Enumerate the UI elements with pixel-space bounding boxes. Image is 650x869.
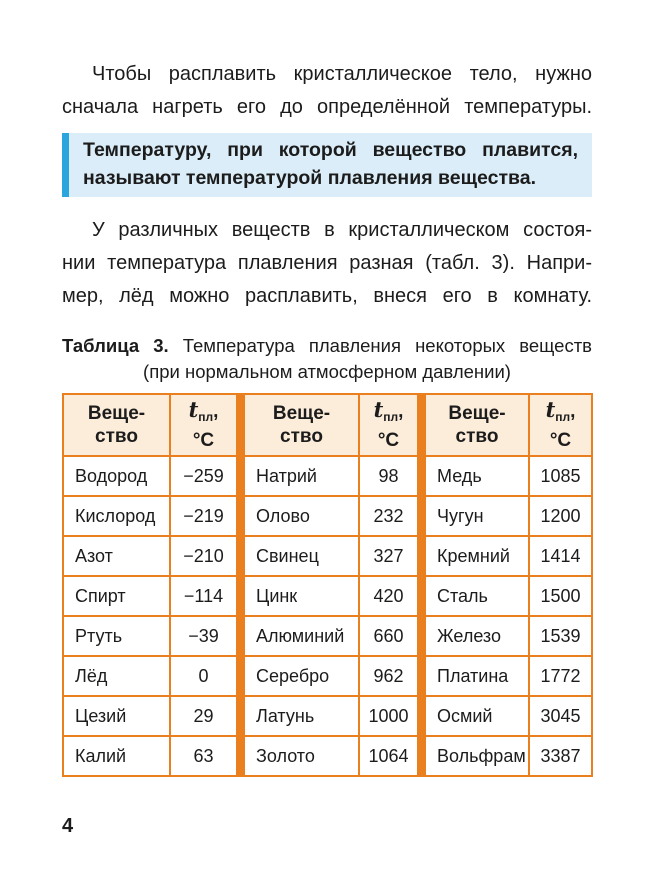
temp-cell: 1500 bbox=[529, 576, 592, 616]
paragraph-examples-line: нии температура плавления разная (табл. 3). Напри- bbox=[62, 252, 592, 274]
substance-header: Веще- ство bbox=[425, 394, 529, 456]
table-row bbox=[425, 616, 592, 656]
temp-cell: 0 bbox=[170, 656, 237, 696]
substance-cell: Медь bbox=[425, 456, 529, 496]
melting-table-group-2 bbox=[243, 393, 419, 777]
melting-table-group-1 bbox=[62, 393, 238, 777]
table-header-row bbox=[244, 394, 418, 456]
table-caption bbox=[62, 333, 592, 385]
table-row bbox=[63, 656, 237, 696]
temp-unit: °C bbox=[549, 430, 572, 451]
t-symbol: t bbox=[373, 397, 384, 422]
table-header-row bbox=[63, 394, 237, 456]
table-row bbox=[244, 536, 418, 576]
temp-cell: −114 bbox=[170, 576, 237, 616]
temp-cell: −210 bbox=[170, 536, 237, 576]
melting-table-group-3 bbox=[424, 393, 593, 777]
table-row bbox=[244, 616, 418, 656]
temp-unit: °C bbox=[377, 430, 400, 451]
substance-cell: Алюминий bbox=[244, 616, 359, 656]
substance-cell: Цинк bbox=[244, 576, 359, 616]
substance-cell: Кислород bbox=[63, 496, 170, 536]
definition-line: Температуру, при которой вещество плавится, bbox=[83, 139, 578, 161]
table-row bbox=[244, 696, 418, 736]
substance-cell: Латунь bbox=[244, 696, 359, 736]
temp-header: $t_{пл}$, °C bbox=[529, 394, 592, 456]
substance-cell: Чугун bbox=[425, 496, 529, 536]
temp-cell: 1772 bbox=[529, 656, 592, 696]
table-row bbox=[244, 576, 418, 616]
table-row bbox=[244, 496, 418, 536]
temp-cell: 3045 bbox=[529, 696, 592, 736]
definition-line: называют температурой плавления вещества. bbox=[83, 167, 536, 189]
temp-cell: 962 bbox=[359, 656, 418, 696]
table-row bbox=[425, 496, 592, 536]
temp-cell: 1085 bbox=[529, 456, 592, 496]
table-row bbox=[425, 576, 592, 616]
temp-cell: 660 bbox=[359, 616, 418, 656]
t-symbol: t bbox=[188, 397, 199, 422]
paragraph-intro-line: Чтобы расплавить кристаллическое тело, нужно bbox=[92, 63, 592, 85]
table-row bbox=[244, 736, 418, 776]
temp-cell: −39 bbox=[170, 616, 237, 656]
t-subscript: пл bbox=[383, 410, 399, 424]
substance-cell: Цезий bbox=[63, 696, 170, 736]
temp-header: $t_{пл}$, °C bbox=[359, 394, 418, 456]
temp-header: $t_{пл}$, °C bbox=[170, 394, 237, 456]
temp-cell: 1064 bbox=[359, 736, 418, 776]
temp-cell: 327 bbox=[359, 536, 418, 576]
substance-cell: Ртуть bbox=[63, 616, 170, 656]
table-row bbox=[63, 696, 237, 736]
substance-cell: Лёд bbox=[63, 656, 170, 696]
table-caption-label: Таблица 3. bbox=[62, 335, 169, 356]
substance-cell: Сталь bbox=[425, 576, 529, 616]
temp-cell: 420 bbox=[359, 576, 418, 616]
temp-cell: 63 bbox=[170, 736, 237, 776]
temp-cell: 98 bbox=[359, 456, 418, 496]
paragraph-examples-line: У различных веществ в кристаллическом состоя- bbox=[92, 219, 592, 241]
t-subscript: пл bbox=[198, 410, 214, 424]
temp-cell: 232 bbox=[359, 496, 418, 536]
table-row bbox=[425, 656, 592, 696]
substance-cell: Осмий bbox=[425, 696, 529, 736]
t-symbol: t bbox=[545, 397, 556, 422]
page-number: 4 bbox=[62, 815, 74, 837]
substance-cell: Азот bbox=[63, 536, 170, 576]
temp-cell: −219 bbox=[170, 496, 237, 536]
table-caption-subtitle: (при нормальном атмосферном давлении) bbox=[143, 361, 511, 382]
table-row bbox=[63, 536, 237, 576]
table-row bbox=[244, 456, 418, 496]
temp-cell: 1539 bbox=[529, 616, 592, 656]
table-row bbox=[425, 736, 592, 776]
temp-cell: 1000 bbox=[359, 696, 418, 736]
substance-cell: Кремний bbox=[425, 536, 529, 576]
temp-cell: −259 bbox=[170, 456, 237, 496]
table-caption-title-line bbox=[62, 333, 592, 359]
substance-cell: Спирт bbox=[63, 576, 170, 616]
substance-cell: Золото bbox=[244, 736, 359, 776]
substance-cell: Платина bbox=[425, 656, 529, 696]
table-row bbox=[63, 736, 237, 776]
table-row bbox=[63, 456, 237, 496]
table-row bbox=[63, 616, 237, 656]
substance-cell: Водород bbox=[63, 456, 170, 496]
t-subscript: пл bbox=[555, 410, 571, 424]
substance-cell: Свинец bbox=[244, 536, 359, 576]
melting-points-table bbox=[62, 393, 587, 777]
table-caption-title: Температура плавления некоторых веществ bbox=[182, 335, 593, 356]
temp-unit: °C bbox=[192, 430, 215, 451]
paragraph-examples-line: мер, лёд можно расплавить, внеся его в комнату. bbox=[62, 285, 592, 307]
substance-cell: Натрий bbox=[244, 456, 359, 496]
table-row bbox=[63, 496, 237, 536]
table-row bbox=[425, 536, 592, 576]
substance-header: Веще- ство bbox=[63, 394, 170, 456]
table-row bbox=[244, 656, 418, 696]
temp-cell: 1200 bbox=[529, 496, 592, 536]
substance-cell: Вольфрам bbox=[425, 736, 529, 776]
paragraph-intro bbox=[62, 58, 592, 124]
table-row bbox=[63, 576, 237, 616]
table-row bbox=[425, 696, 592, 736]
paragraph-intro-line: сначала нагреть его до определённой температуры. bbox=[62, 96, 592, 118]
table-row bbox=[425, 456, 592, 496]
substance-header: Веще- ство bbox=[244, 394, 359, 456]
substance-cell: Олово bbox=[244, 496, 359, 536]
paragraph-examples bbox=[62, 214, 592, 313]
definition-box bbox=[62, 133, 592, 197]
substance-cell: Железо bbox=[425, 616, 529, 656]
substance-cell: Калий bbox=[63, 736, 170, 776]
temp-cell: 3387 bbox=[529, 736, 592, 776]
temp-cell: 29 bbox=[170, 696, 237, 736]
table-header-row bbox=[425, 394, 592, 456]
substance-cell: Серебро bbox=[244, 656, 359, 696]
temp-cell: 1414 bbox=[529, 536, 592, 576]
